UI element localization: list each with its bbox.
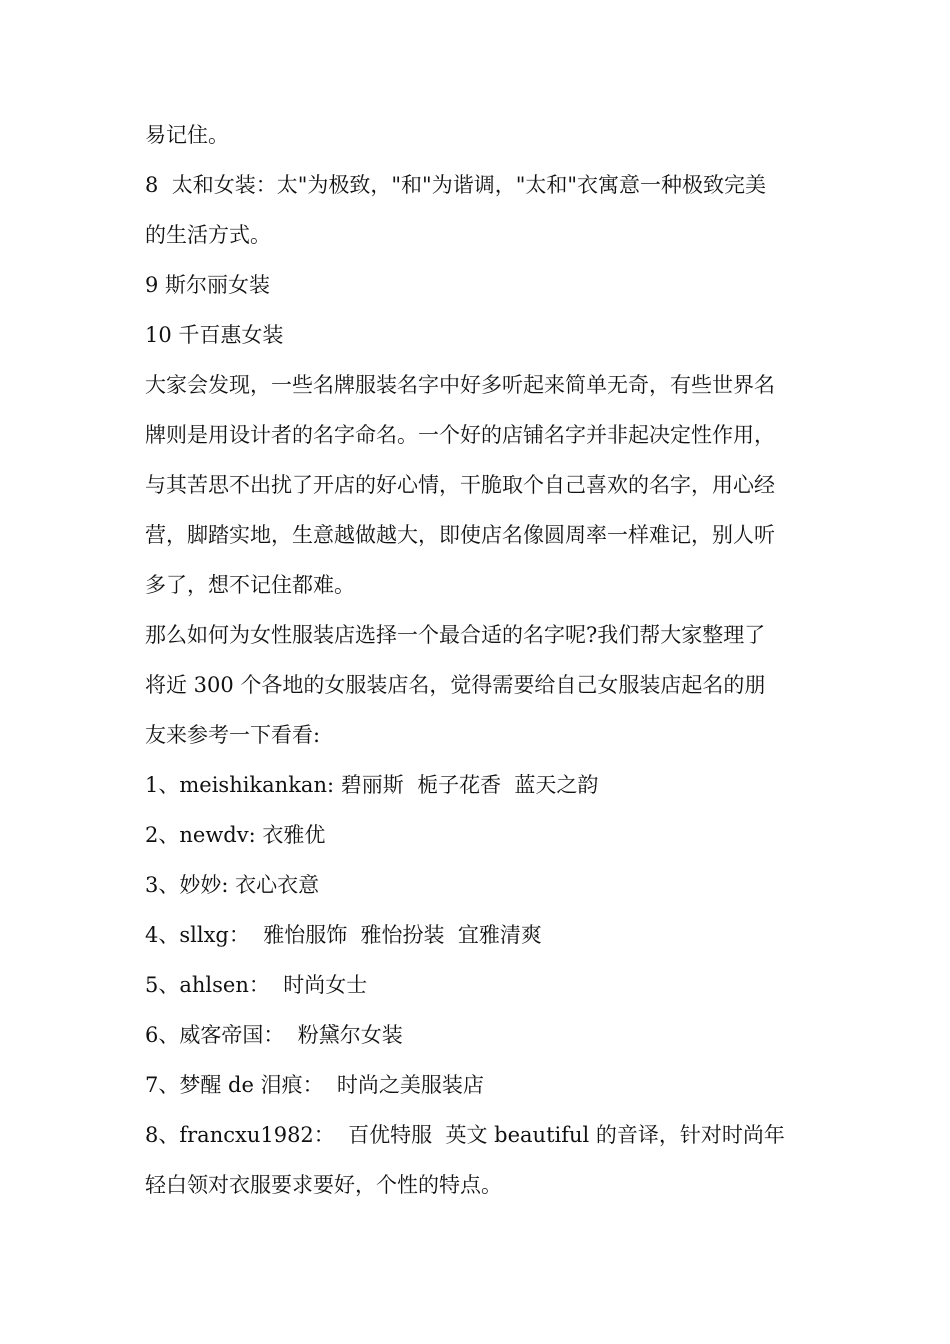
text-line: 易记住。 bbox=[145, 123, 229, 147]
list-item: 5、ahlsen： 时尚女士 bbox=[145, 973, 368, 997]
text-line: 8 太和女装：太"为极致，"和"为谐调，"太和"衣寓意一种极致完美 bbox=[145, 173, 767, 197]
text-line: 多了，想不记住都难。 bbox=[145, 573, 355, 597]
text-line: 营，脚踏实地，生意越做越大，即使店名像圆周率一样难记，别人听 bbox=[145, 523, 775, 547]
text-line: 轻白领对衣服要求要好，个性的特点。 bbox=[145, 1173, 502, 1197]
text-line: 大家会发现，一些名牌服装名字中好多听起来简单无奇，有些世界名 bbox=[145, 373, 775, 397]
text-line: 的生活方式。 bbox=[145, 223, 271, 247]
text-line: 友来参考一下看看: bbox=[145, 723, 321, 747]
list-item: 2、newdv: 衣雅优 bbox=[145, 823, 326, 847]
list-item: 7、梦醒 de 泪痕： 时尚之美服装店 bbox=[145, 1073, 484, 1097]
list-item: 6、威客帝国： 粉黛尔女装 bbox=[145, 1023, 403, 1047]
list-item: 1、meishikankan: 碧丽斯 栀子花香 蓝天之韵 bbox=[145, 773, 599, 797]
text-line: 将近 300 个各地的女服装店名，觉得需要给自己女服装店起名的朋 bbox=[145, 673, 766, 697]
text-line: 9 斯尔丽女装 bbox=[145, 273, 271, 297]
document-page bbox=[145, 110, 815, 1210]
list-item: 8、francxu1982： 百优特服 英文 beautiful 的音译，针对时尚年 bbox=[145, 1123, 785, 1147]
list-item: 4、sllxg： 雅怡服饰 雅怡扮装 宜雅清爽 bbox=[145, 923, 542, 947]
text-line: 与其苦思不出扰了开店的好心情，干脆取个自己喜欢的名字，用心经 bbox=[145, 473, 775, 497]
text-line: 牌则是用设计者的名字命名。一个好的店铺名字并非起决定性作用， bbox=[145, 423, 775, 447]
list-item: 3、妙妙: 衣心衣意 bbox=[145, 873, 320, 897]
text-line: 10 千百惠女装 bbox=[145, 323, 284, 347]
text-line: 那么如何为女性服装店选择一个最合适的名字呢?我们帮大家整理了 bbox=[145, 623, 766, 647]
